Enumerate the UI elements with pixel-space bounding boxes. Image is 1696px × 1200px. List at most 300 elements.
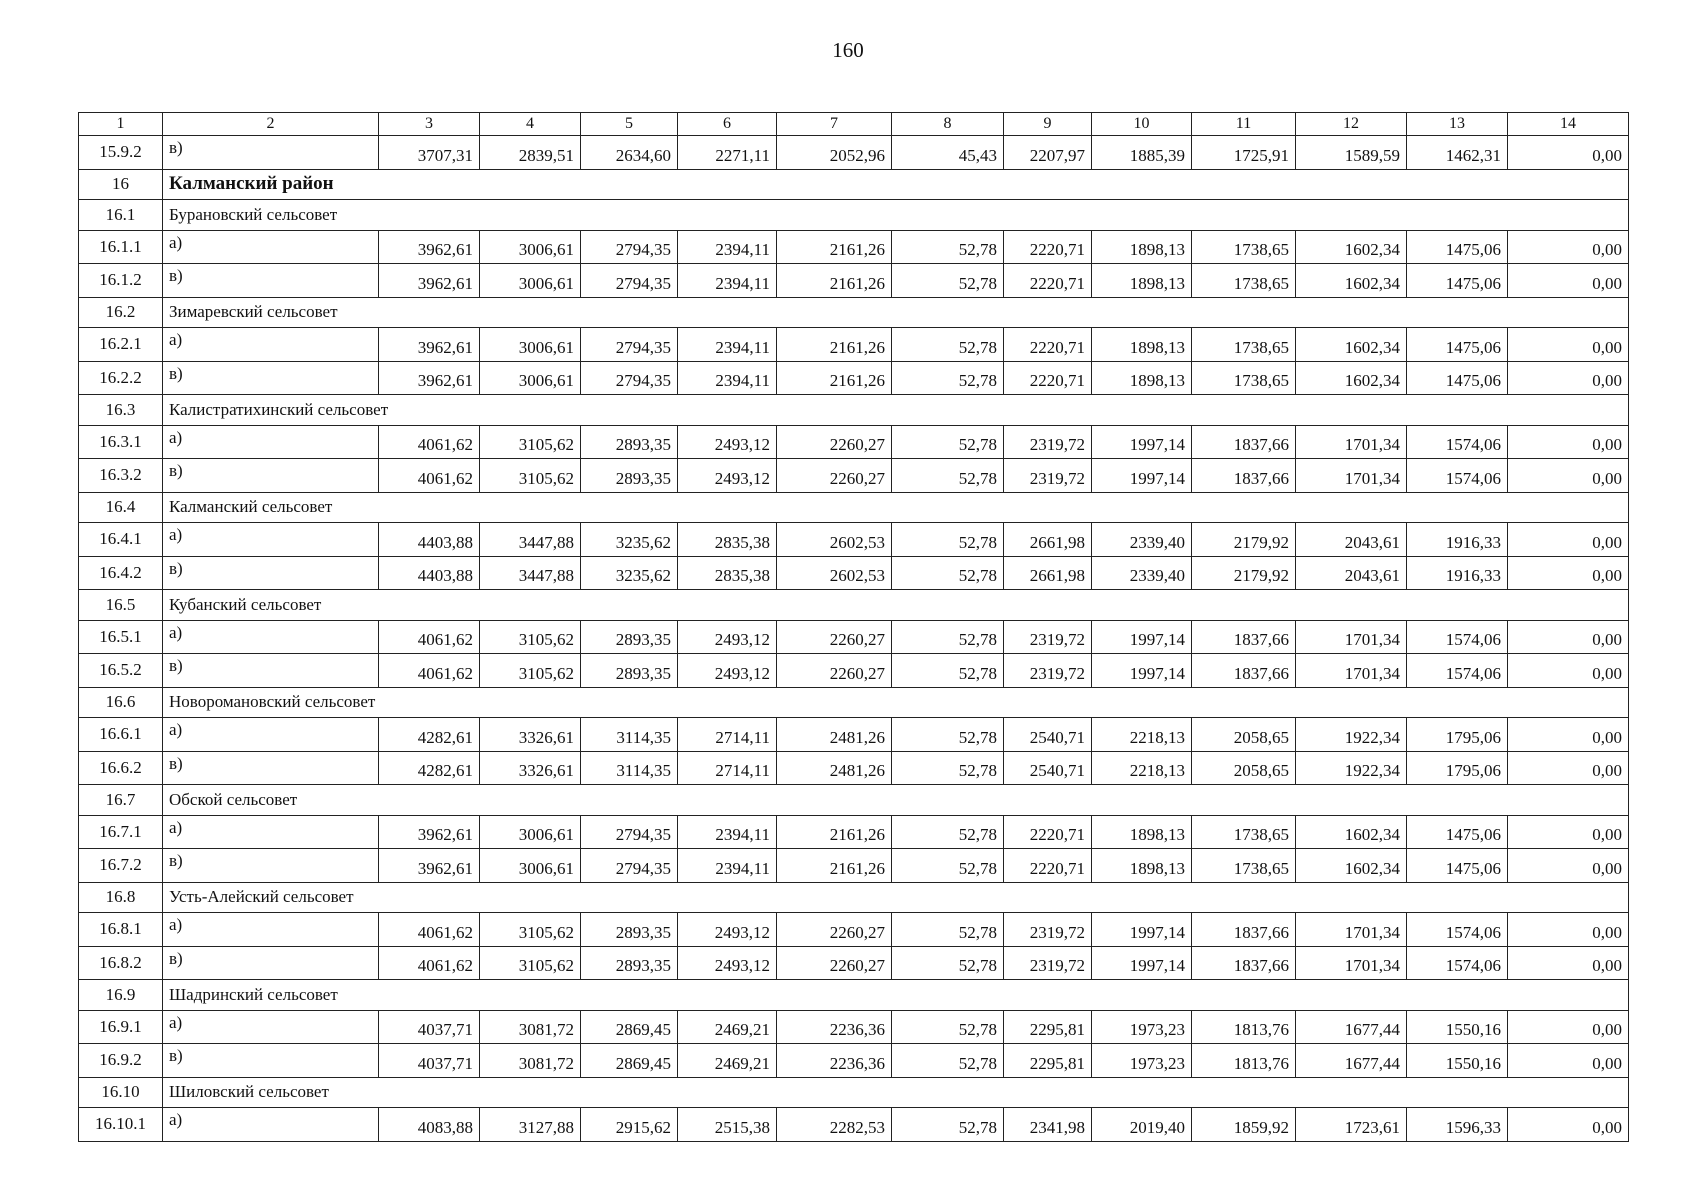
row-code: 16.9.2 [79, 1044, 163, 1078]
value-cell: 2295,81 [1004, 1010, 1092, 1044]
section-row [79, 200, 1629, 231]
row-code: 16.3 [79, 395, 163, 426]
value-cell: 1574,06 [1407, 946, 1508, 980]
value-cell: 2515,38 [678, 1108, 777, 1142]
column-header: 8 [892, 113, 1004, 136]
value-cell: 1837,66 [1192, 913, 1296, 947]
value-cell: 3447,88 [480, 523, 581, 557]
value-cell: 0,00 [1508, 1010, 1629, 1044]
value-cell: 1602,34 [1296, 815, 1407, 849]
row-code: 16.4.1 [79, 523, 163, 557]
table-row [79, 1010, 1629, 1044]
row-code: 16.10 [79, 1077, 163, 1108]
section-row [79, 785, 1629, 816]
value-cell: 2220,71 [1004, 328, 1092, 362]
row-code: 16.4 [79, 492, 163, 523]
value-cell: 2493,12 [678, 946, 777, 980]
value-cell: 52,78 [892, 654, 1004, 688]
row-code: 16.3.2 [79, 459, 163, 493]
value-cell: 52,78 [892, 230, 1004, 264]
value-cell: 0,00 [1508, 1108, 1629, 1142]
value-cell: 1602,34 [1296, 230, 1407, 264]
column-header: 7 [777, 113, 892, 136]
row-code: 16.2 [79, 297, 163, 328]
value-cell: 2835,38 [678, 556, 777, 590]
value-cell: 2794,35 [581, 849, 678, 883]
value-cell: 1574,06 [1407, 654, 1508, 688]
value-cell: 1677,44 [1296, 1044, 1407, 1078]
value-cell: 0,00 [1508, 751, 1629, 785]
value-cell: 2915,62 [581, 1108, 678, 1142]
value-cell: 3006,61 [480, 230, 581, 264]
row-letter: а) [163, 913, 379, 947]
value-cell: 0,00 [1508, 328, 1629, 362]
value-cell: 0,00 [1508, 654, 1629, 688]
value-cell: 2236,36 [777, 1044, 892, 1078]
section-name: Шадринский сельсовет [163, 980, 1629, 1011]
value-cell: 3447,88 [480, 556, 581, 590]
value-cell: 1885,39 [1092, 136, 1192, 170]
value-cell: 3114,35 [581, 718, 678, 752]
value-cell: 4037,71 [379, 1044, 480, 1078]
row-letter: а) [163, 425, 379, 459]
section-name: Обской сельсовет [163, 785, 1629, 816]
value-cell: 45,43 [892, 136, 1004, 170]
value-cell: 0,00 [1508, 425, 1629, 459]
value-cell: 4061,62 [379, 946, 480, 980]
value-cell: 3105,62 [480, 459, 581, 493]
column-header: 13 [1407, 113, 1508, 136]
tariff-table [78, 112, 1629, 1142]
value-cell: 4403,88 [379, 523, 480, 557]
value-cell: 52,78 [892, 459, 1004, 493]
value-cell: 3114,35 [581, 751, 678, 785]
row-letter: а) [163, 1108, 379, 1142]
value-cell: 1574,06 [1407, 425, 1508, 459]
value-cell: 4037,71 [379, 1010, 480, 1044]
row-code: 16.9 [79, 980, 163, 1011]
table-row [79, 425, 1629, 459]
value-cell: 2319,72 [1004, 654, 1092, 688]
row-code: 16.6.2 [79, 751, 163, 785]
value-cell: 3105,62 [480, 946, 581, 980]
value-cell: 1997,14 [1092, 654, 1192, 688]
value-cell: 1837,66 [1192, 459, 1296, 493]
value-cell: 2893,35 [581, 620, 678, 654]
row-code: 16.5.1 [79, 620, 163, 654]
row-letter: в) [163, 946, 379, 980]
value-cell: 1738,65 [1192, 815, 1296, 849]
value-cell: 1997,14 [1092, 459, 1192, 493]
value-cell: 2893,35 [581, 459, 678, 493]
value-cell: 3707,31 [379, 136, 480, 170]
value-cell: 1916,33 [1407, 523, 1508, 557]
row-letter: в) [163, 849, 379, 883]
value-cell: 2220,71 [1004, 264, 1092, 298]
value-cell: 2394,11 [678, 361, 777, 395]
value-cell: 2058,65 [1192, 718, 1296, 752]
value-cell: 1837,66 [1192, 620, 1296, 654]
value-cell: 2271,11 [678, 136, 777, 170]
section-name: Зимаревский сельсовет [163, 297, 1629, 328]
value-cell: 1738,65 [1192, 264, 1296, 298]
value-cell: 1973,23 [1092, 1044, 1192, 1078]
value-cell: 52,78 [892, 264, 1004, 298]
row-code: 16.6.1 [79, 718, 163, 752]
value-cell: 1574,06 [1407, 913, 1508, 947]
value-cell: 0,00 [1508, 815, 1629, 849]
value-cell: 1898,13 [1092, 815, 1192, 849]
value-cell: 1701,34 [1296, 654, 1407, 688]
row-code: 16.7.1 [79, 815, 163, 849]
value-cell: 2260,27 [777, 913, 892, 947]
value-cell: 52,78 [892, 556, 1004, 590]
section-name: Шиловский сельсовет [163, 1077, 1629, 1108]
value-cell: 3006,61 [480, 815, 581, 849]
page-number: 160 [832, 38, 864, 62]
row-code: 15.9.2 [79, 136, 163, 170]
value-cell: 2469,21 [678, 1010, 777, 1044]
table-row [79, 361, 1629, 395]
value-cell: 1997,14 [1092, 425, 1192, 459]
table-row [79, 913, 1629, 947]
value-cell: 1922,34 [1296, 751, 1407, 785]
value-cell: 4061,62 [379, 620, 480, 654]
table-row [79, 620, 1629, 654]
value-cell: 2869,45 [581, 1044, 678, 1078]
value-cell: 2493,12 [678, 459, 777, 493]
value-cell: 1475,06 [1407, 230, 1508, 264]
table-row [79, 849, 1629, 883]
value-cell: 2161,26 [777, 264, 892, 298]
value-cell: 2794,35 [581, 328, 678, 362]
value-cell: 52,78 [892, 1108, 1004, 1142]
value-cell: 2493,12 [678, 425, 777, 459]
value-cell: 2043,61 [1296, 523, 1407, 557]
row-code: 16.6 [79, 687, 163, 718]
row-letter: а) [163, 230, 379, 264]
value-cell: 4061,62 [379, 425, 480, 459]
value-cell: 1723,61 [1296, 1108, 1407, 1142]
value-cell: 3326,61 [480, 718, 581, 752]
table-body [79, 113, 1629, 1142]
value-cell: 2661,98 [1004, 556, 1092, 590]
value-cell: 2052,96 [777, 136, 892, 170]
column-header: 1 [79, 113, 163, 136]
value-cell: 1475,06 [1407, 815, 1508, 849]
district-row [79, 169, 1629, 200]
column-header: 12 [1296, 113, 1407, 136]
row-letter: а) [163, 1010, 379, 1044]
value-cell: 2260,27 [777, 946, 892, 980]
section-name: Калманский сельсовет [163, 492, 1629, 523]
section-row [79, 492, 1629, 523]
value-cell: 1837,66 [1192, 946, 1296, 980]
row-code: 16.8 [79, 882, 163, 913]
value-cell: 3081,72 [480, 1044, 581, 1078]
row-letter: в) [163, 136, 379, 170]
value-cell: 2282,53 [777, 1108, 892, 1142]
row-code: 16.5.2 [79, 654, 163, 688]
value-cell: 2869,45 [581, 1010, 678, 1044]
value-cell: 2236,36 [777, 1010, 892, 1044]
table-row [79, 328, 1629, 362]
value-cell: 2714,11 [678, 751, 777, 785]
value-cell: 4061,62 [379, 459, 480, 493]
value-cell: 2339,40 [1092, 556, 1192, 590]
value-cell: 2469,21 [678, 1044, 777, 1078]
value-cell: 3235,62 [581, 556, 678, 590]
value-cell: 1898,13 [1092, 361, 1192, 395]
value-cell: 3105,62 [480, 425, 581, 459]
value-cell: 52,78 [892, 815, 1004, 849]
section-row [79, 590, 1629, 621]
section-name: Бурановский сельсовет [163, 200, 1629, 231]
value-cell: 1589,59 [1296, 136, 1407, 170]
column-header: 9 [1004, 113, 1092, 136]
value-cell: 52,78 [892, 361, 1004, 395]
value-cell: 2394,11 [678, 230, 777, 264]
value-cell: 1701,34 [1296, 620, 1407, 654]
section-row [79, 980, 1629, 1011]
column-header-row [79, 113, 1629, 136]
value-cell: 1813,76 [1192, 1010, 1296, 1044]
table-row [79, 1044, 1629, 1078]
row-letter: в) [163, 556, 379, 590]
value-cell: 52,78 [892, 328, 1004, 362]
value-cell: 3962,61 [379, 230, 480, 264]
value-cell: 2218,13 [1092, 751, 1192, 785]
value-cell: 3006,61 [480, 328, 581, 362]
value-cell: 1475,06 [1407, 328, 1508, 362]
value-cell: 52,78 [892, 1010, 1004, 1044]
value-cell: 3105,62 [480, 913, 581, 947]
value-cell: 1837,66 [1192, 654, 1296, 688]
value-cell: 0,00 [1508, 620, 1629, 654]
value-cell: 2394,11 [678, 328, 777, 362]
value-cell: 1701,34 [1296, 459, 1407, 493]
value-cell: 1475,06 [1407, 361, 1508, 395]
row-letter: а) [163, 620, 379, 654]
value-cell: 1574,06 [1407, 620, 1508, 654]
value-cell: 0,00 [1508, 459, 1629, 493]
section-name: Усть-Алейский сельсовет [163, 882, 1629, 913]
value-cell: 3326,61 [480, 751, 581, 785]
value-cell: 2394,11 [678, 815, 777, 849]
value-cell: 52,78 [892, 425, 1004, 459]
value-cell: 2161,26 [777, 815, 892, 849]
value-cell: 3127,88 [480, 1108, 581, 1142]
table-row [79, 230, 1629, 264]
value-cell: 2019,40 [1092, 1108, 1192, 1142]
value-cell: 1997,14 [1092, 946, 1192, 980]
value-cell: 1677,44 [1296, 1010, 1407, 1044]
value-cell: 1898,13 [1092, 230, 1192, 264]
value-cell: 2260,27 [777, 654, 892, 688]
row-code: 16.5 [79, 590, 163, 621]
table-row [79, 264, 1629, 298]
value-cell: 3962,61 [379, 361, 480, 395]
value-cell: 2835,38 [678, 523, 777, 557]
value-cell: 2839,51 [480, 136, 581, 170]
value-cell: 2493,12 [678, 913, 777, 947]
value-cell: 2714,11 [678, 718, 777, 752]
value-cell: 2043,61 [1296, 556, 1407, 590]
value-cell: 1813,76 [1192, 1044, 1296, 1078]
row-letter: в) [163, 751, 379, 785]
value-cell: 2207,97 [1004, 136, 1092, 170]
value-cell: 2179,92 [1192, 523, 1296, 557]
value-cell: 52,78 [892, 849, 1004, 883]
value-cell: 4061,62 [379, 913, 480, 947]
table-row [79, 459, 1629, 493]
row-code: 16 [79, 169, 163, 200]
value-cell: 1574,06 [1407, 459, 1508, 493]
value-cell: 3962,61 [379, 328, 480, 362]
value-cell: 0,00 [1508, 361, 1629, 395]
value-cell: 3105,62 [480, 654, 581, 688]
value-cell: 2220,71 [1004, 849, 1092, 883]
value-cell: 1701,34 [1296, 946, 1407, 980]
value-cell: 2893,35 [581, 946, 678, 980]
value-cell: 1738,65 [1192, 849, 1296, 883]
table-row [79, 718, 1629, 752]
value-cell: 52,78 [892, 913, 1004, 947]
value-cell: 3962,61 [379, 264, 480, 298]
value-cell: 2161,26 [777, 361, 892, 395]
value-cell: 2481,26 [777, 718, 892, 752]
value-cell: 52,78 [892, 751, 1004, 785]
value-cell: 52,78 [892, 1044, 1004, 1078]
table-row [79, 654, 1629, 688]
value-cell: 2394,11 [678, 264, 777, 298]
value-cell: 1738,65 [1192, 328, 1296, 362]
value-cell: 0,00 [1508, 1044, 1629, 1078]
table-row [79, 523, 1629, 557]
value-cell: 2661,98 [1004, 523, 1092, 557]
value-cell: 1725,91 [1192, 136, 1296, 170]
value-cell: 1602,34 [1296, 361, 1407, 395]
row-letter: а) [163, 523, 379, 557]
value-cell: 2220,71 [1004, 230, 1092, 264]
row-code: 16.7 [79, 785, 163, 816]
value-cell: 0,00 [1508, 946, 1629, 980]
value-cell: 2161,26 [777, 849, 892, 883]
value-cell: 1475,06 [1407, 849, 1508, 883]
value-cell: 0,00 [1508, 718, 1629, 752]
value-cell: 0,00 [1508, 913, 1629, 947]
district-name: Калманский район [163, 169, 1629, 200]
value-cell: 52,78 [892, 946, 1004, 980]
value-cell: 0,00 [1508, 849, 1629, 883]
row-code: 16.8.2 [79, 946, 163, 980]
row-code: 16.2.1 [79, 328, 163, 362]
value-cell: 2260,27 [777, 459, 892, 493]
value-cell: 3105,62 [480, 620, 581, 654]
value-cell: 4083,88 [379, 1108, 480, 1142]
value-cell: 3235,62 [581, 523, 678, 557]
value-cell: 1837,66 [1192, 425, 1296, 459]
row-code: 16.1 [79, 200, 163, 231]
value-cell: 1602,34 [1296, 849, 1407, 883]
value-cell: 2220,71 [1004, 815, 1092, 849]
value-cell: 3962,61 [379, 815, 480, 849]
column-header: 6 [678, 113, 777, 136]
row-code: 16.2.2 [79, 361, 163, 395]
table-row [79, 1108, 1629, 1142]
value-cell: 1795,06 [1407, 751, 1508, 785]
value-cell: 3006,61 [480, 849, 581, 883]
value-cell: 2634,60 [581, 136, 678, 170]
value-cell: 1550,16 [1407, 1044, 1508, 1078]
section-name: Новоромановский сельсовет [163, 687, 1629, 718]
value-cell: 4061,62 [379, 654, 480, 688]
table-row [79, 815, 1629, 849]
value-cell: 2295,81 [1004, 1044, 1092, 1078]
value-cell: 2260,27 [777, 425, 892, 459]
value-cell: 2540,71 [1004, 751, 1092, 785]
value-cell: 1997,14 [1092, 620, 1192, 654]
value-cell: 1973,23 [1092, 1010, 1192, 1044]
table-row [79, 946, 1629, 980]
row-code: 16.1.2 [79, 264, 163, 298]
column-header: 3 [379, 113, 480, 136]
value-cell: 0,00 [1508, 264, 1629, 298]
value-cell: 0,00 [1508, 523, 1629, 557]
value-cell: 1997,14 [1092, 913, 1192, 947]
value-cell: 2319,72 [1004, 913, 1092, 947]
row-letter: в) [163, 654, 379, 688]
value-cell: 4282,61 [379, 751, 480, 785]
row-code: 16.9.1 [79, 1010, 163, 1044]
section-row [79, 687, 1629, 718]
value-cell: 2540,71 [1004, 718, 1092, 752]
value-cell: 2794,35 [581, 361, 678, 395]
value-cell: 2893,35 [581, 654, 678, 688]
row-letter: а) [163, 815, 379, 849]
value-cell: 1701,34 [1296, 913, 1407, 947]
row-code: 16.1.1 [79, 230, 163, 264]
value-cell: 1602,34 [1296, 264, 1407, 298]
row-code: 16.7.2 [79, 849, 163, 883]
value-cell: 2220,71 [1004, 361, 1092, 395]
row-letter: в) [163, 459, 379, 493]
value-cell: 2602,53 [777, 523, 892, 557]
value-cell: 52,78 [892, 523, 1004, 557]
value-cell: 1596,33 [1407, 1108, 1508, 1142]
value-cell: 1795,06 [1407, 718, 1508, 752]
value-cell: 1898,13 [1092, 328, 1192, 362]
value-cell: 1898,13 [1092, 849, 1192, 883]
value-cell: 52,78 [892, 620, 1004, 654]
column-header: 10 [1092, 113, 1192, 136]
value-cell: 1916,33 [1407, 556, 1508, 590]
row-code: 16.3.1 [79, 425, 163, 459]
value-cell: 1922,34 [1296, 718, 1407, 752]
column-header: 2 [163, 113, 379, 136]
value-cell: 2893,35 [581, 913, 678, 947]
value-cell: 2319,72 [1004, 425, 1092, 459]
value-cell: 1738,65 [1192, 361, 1296, 395]
table-row [79, 136, 1629, 170]
section-row [79, 297, 1629, 328]
value-cell: 1462,31 [1407, 136, 1508, 170]
column-header: 14 [1508, 113, 1629, 136]
value-cell: 2341,98 [1004, 1108, 1092, 1142]
value-cell: 1738,65 [1192, 230, 1296, 264]
value-cell: 0,00 [1508, 556, 1629, 590]
value-cell: 2493,12 [678, 620, 777, 654]
